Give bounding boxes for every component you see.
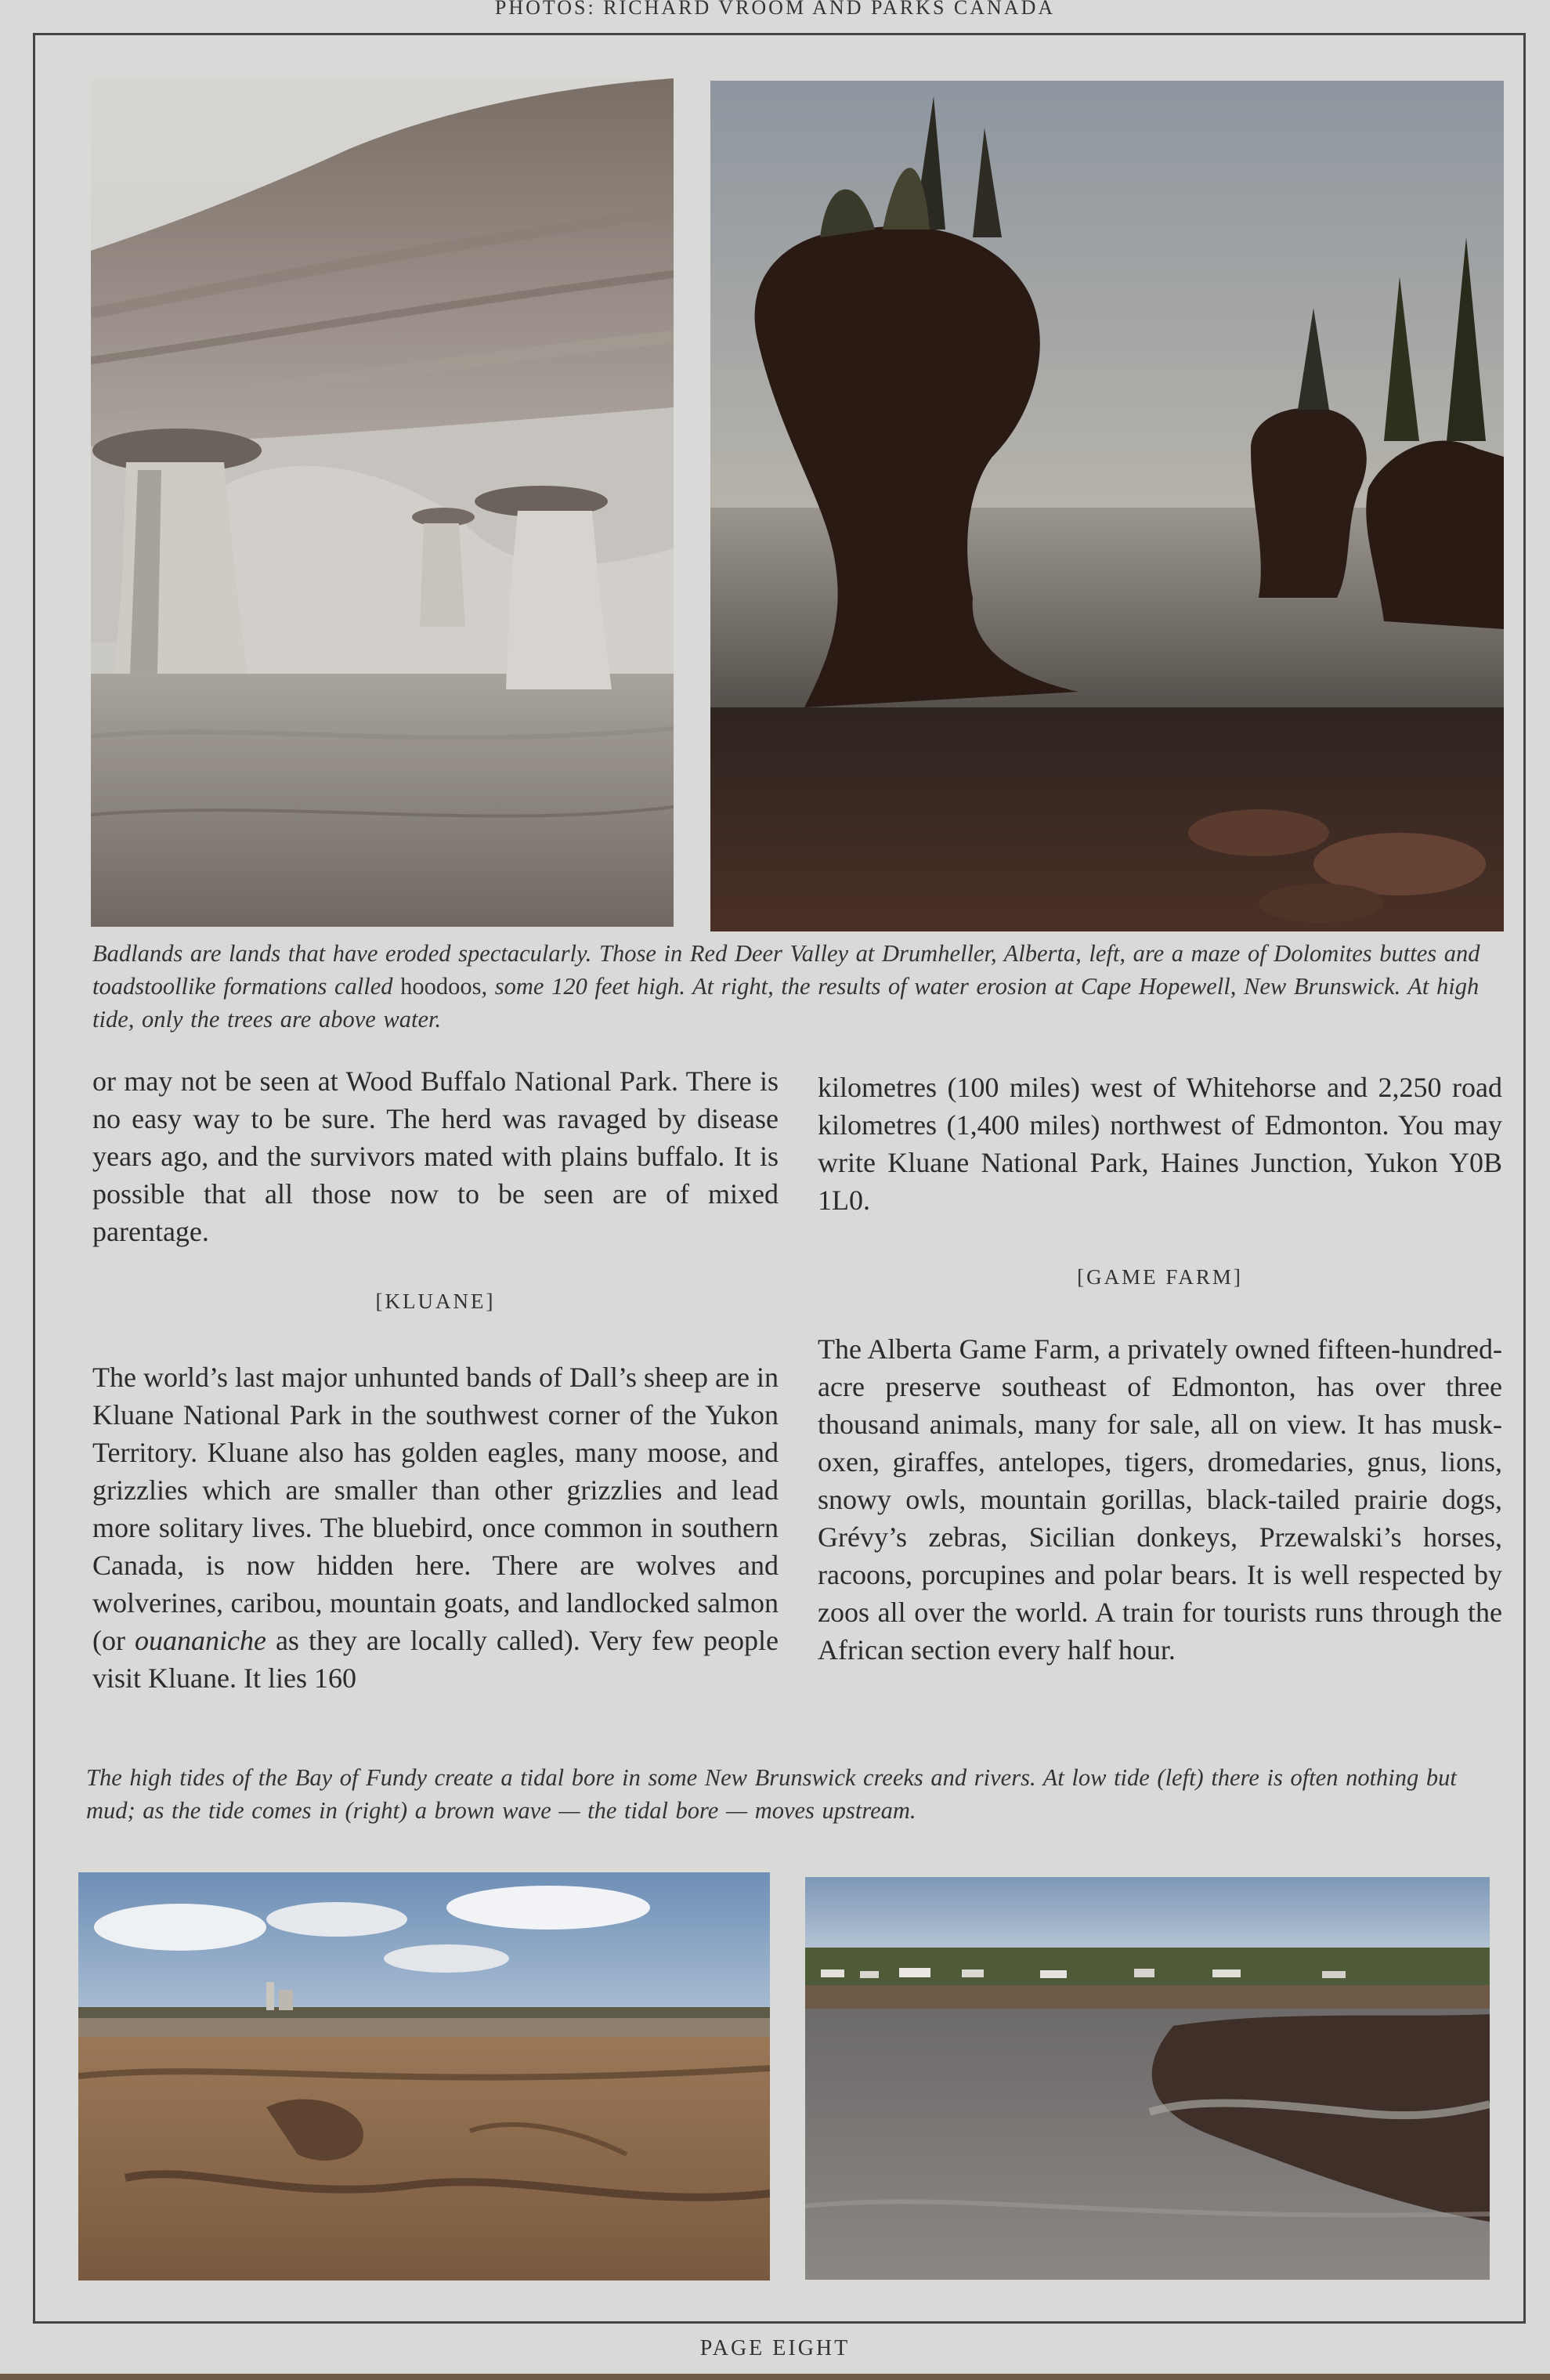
photo-low-tide-mud bbox=[78, 1872, 770, 2281]
column-right-top bbox=[818, 1069, 1502, 1219]
paragraph-wood-buffalo: or may not be seen at Wood Buffalo National Park. There is no easy way to be sure. The herd was ravaged by disease years ago, and the survivors mated with plains buffalo. It is possible that all those now to be seen are of mixed parentage. bbox=[92, 1065, 779, 1247]
caption-badlands-text-1: Badlands are lands that have eroded spectacularly. Those in Red Deer Valley at Drumheller, Alberta, left, are a maze of Dolomites buttes and toadstoollike formations called bbox=[92, 940, 1480, 1000]
column-left-top bbox=[92, 1062, 779, 1250]
photo-cape-hopewell bbox=[710, 81, 1504, 931]
column-left-kluane bbox=[92, 1358, 779, 1697]
caption-badlands bbox=[92, 937, 1519, 1036]
heading-kluane: [KLUANE] bbox=[375, 1289, 496, 1313]
paragraph-kluane-location: kilometres (100 miles) west of Whitehorse and 2,250 road kilometres (1,400 miles) northwest of Edmonton. You may write Kluane National Park, Haines Junction, Yukon Y0B 1L0. bbox=[818, 1072, 1502, 1216]
kluane-term-ouananiche: ouananiche bbox=[134, 1625, 266, 1656]
caption-term-hoodoos: hoodoos bbox=[400, 973, 482, 1000]
page-number-footer: PAGE EIGHT bbox=[699, 2336, 851, 2360]
column-right-game-farm bbox=[818, 1330, 1502, 1669]
kluane-text-1: The world’s last major unhunted bands of Dall’s sheep are in Kluane National Park in the southwest corner of the Yukon Territory. Kluane also has golden eagles, many moose, and grizzlies which are smaller than other grizzlies and lead more solitary lives. The bluebird, once common in southern Canada, is now hidden here. There are wolves and wolverines, caribou, mountain goats, and landlocked salmon (or bbox=[92, 1362, 779, 1656]
caption-badlands-text-2: , some 120 feet high. At right, the results of water erosion at Cape Hopewell, New Brunswick. At high tide, only the trees are above water. bbox=[92, 973, 1480, 1033]
bottom-edge-strip bbox=[0, 2374, 1550, 2380]
photo-badlands-drumheller bbox=[91, 78, 674, 927]
photo-tidal-bore bbox=[805, 1877, 1490, 2280]
photo-credit: PHOTOS: RICHARD VROOM AND PARKS CANADA bbox=[494, 0, 1056, 19]
paragraph-game-farm: The Alberta Game Farm, a privately owned fifteen-hundred-acre preserve southeast of Edmonton, has over three thousand animals, many for sale, all on view. It has musk-oxen, giraffes, antelopes, tigers, dromedaries, gnus, lions, snowy owls, mountain gorillas, black-tailed prairie dogs, Grévy’s zebras, Sicilian donkeys, Przewalski’s horses, racoons, porcupines and polar bears. It is well respected by zoos all over the world. A train for tourists runs through the African section every half hour. bbox=[818, 1333, 1502, 1666]
kluane-text-2: as they are locally called). Very few people visit Kluane. It lies 160 bbox=[92, 1625, 779, 1694]
caption-tidal-bore: The high tides of the Bay of Fundy create a tidal bore in some New Brunswick creeks and rivers. At low tide (left) there is often nothing but mud; as the tide comes in (right) a brown wave — the tidal bore — moves upstream. bbox=[86, 1764, 1457, 1824]
paragraph-kluane bbox=[92, 1358, 779, 1697]
heading-game-farm: [GAME FARM] bbox=[1077, 1265, 1243, 1289]
